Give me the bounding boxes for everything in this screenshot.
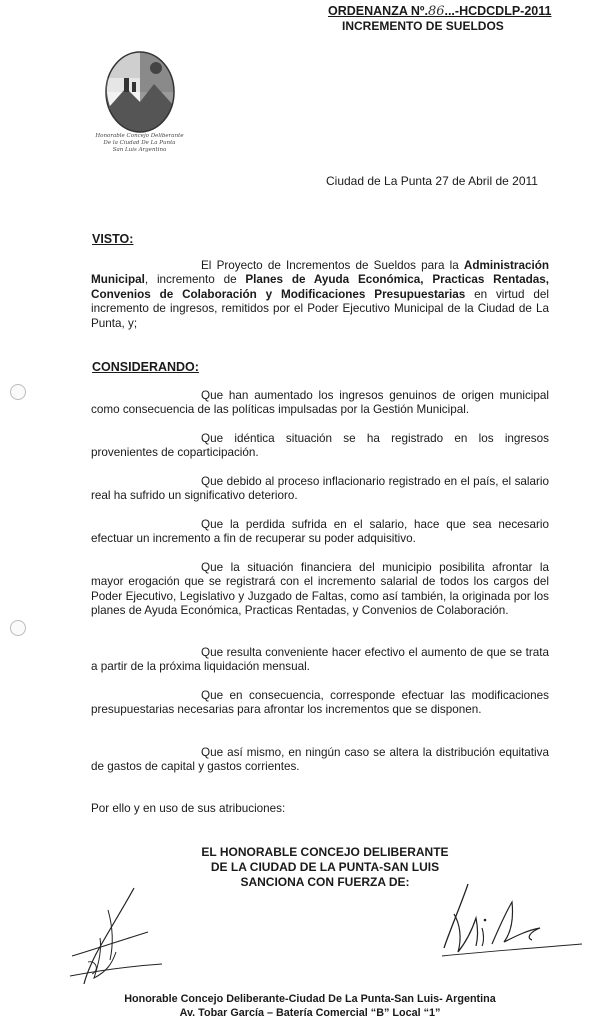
considerando-paragraph: Que han aumentado los ingresos genuinos de origen municipal como consecuencia de las políticas impulsadas por la Gestión Municipal. <box>91 389 549 417</box>
considerando-paragraph: Que la situación financiera del municipio posibilita afrontar la mayor erogación que se registrará con el incremento salarial de todos los cargos del Poder Ejecutivo, Legislativo y Juzgado de Faltas, como así también, la originada por los planes de Ayuda Económica, Practicas Rentadas, y Convenios de Colaboración. <box>91 561 549 618</box>
footer-address: Honorable Concejo Deliberante-Ciudad De La Punta-San Luis- Argentina Av. Tobar García – Batería Comercial “B” Local “1” <box>124 993 496 1019</box>
punch-hole <box>10 384 26 400</box>
considerando-paragraph: Que así mismo, en ningún caso se altera la distribución equitativa de gastos de capital y gastos corrientes. <box>91 746 549 774</box>
document-date: Ciudad de La Punta 27 de Abril de 2011 <box>326 174 538 188</box>
closing-line: Por ello y en uso de sus atribuciones: <box>91 802 286 815</box>
visto-heading: VISTO: <box>92 232 134 246</box>
ordinance-subtitle: INCREMENTO DE SUELDOS <box>342 19 504 33</box>
council-logo-icon <box>96 48 182 134</box>
considerando-paragraph: Que debido al proceso inflacionario registrado en el país, el salario real ha sufrido un significativo deterioro. <box>91 475 549 503</box>
considerando-paragraph: Que resulta conveniente hacer efectivo el aumento de que se trata a partir de la próxima liquidación mensual. <box>91 646 549 674</box>
visto-paragraph: El Proyecto de Incrementos de Sueldos para la Administración Municipal, incremento de Planes de Ayuda Económica, Practicas Rentadas, Convenios de Colaboración y Modificaciones Presupuestarias en virtud del incremento de ingresos, remitidos por el Poder Ejecutivo Municipal de la Ciudad de La Punta, y; <box>91 259 549 330</box>
signature-left-icon <box>62 880 172 990</box>
considerando-paragraph: Que en consecuencia, corresponde efectuar las modificaciones presupuestarias necesarias para afrontar los incrementos que se disponen. <box>91 689 549 717</box>
considerando-heading: CONSIDERANDO: <box>92 360 199 374</box>
signature-right-icon <box>432 872 592 962</box>
ordinance-title: ORDENANZA Nº.86...-HCDCDLP-2011 <box>328 4 552 19</box>
considerando-paragraph: Que la perdida sufrida en el salario, hace que sea necesario efectuar un incremento a fin de recuperar su poder adquisitivo. <box>91 518 549 546</box>
sanction-block: EL HONORABLE CONCEJO DELIBERANTE DE LA CIUDAD DE LA PUNTA-SAN LUIS SANCIONA CON FUERZA DE: <box>201 845 449 889</box>
punch-hole <box>10 620 26 636</box>
considerando-paragraph: Que idéntica situación se ha registrado en los ingresos provenientes de coparticipación. <box>91 432 549 460</box>
logo-caption: Honorable Concejo Deliberante De la Ciudad De La Punta San Luis Argentina <box>95 133 184 153</box>
